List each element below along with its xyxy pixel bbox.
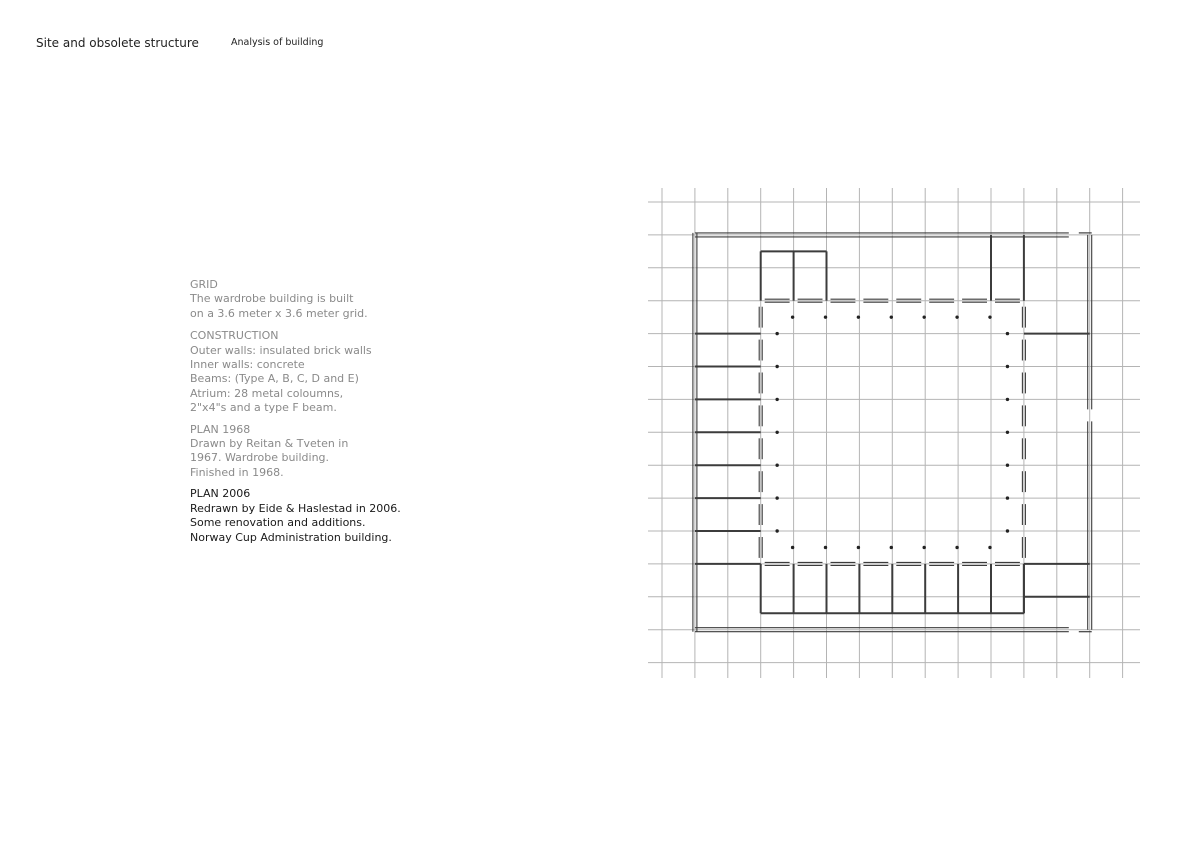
column (775, 529, 778, 532)
column (1006, 365, 1009, 368)
column (923, 315, 926, 318)
note-title: GRID (190, 278, 218, 291)
note-plan-2006 (190, 487, 490, 545)
column (1006, 332, 1009, 335)
note-line: Some renovation and additions. (190, 516, 366, 530)
column (791, 546, 794, 549)
column (791, 315, 794, 318)
note-line: Inner walls: concrete (190, 358, 305, 372)
column (955, 315, 958, 318)
column (775, 496, 778, 499)
column (1006, 398, 1009, 401)
column (988, 546, 991, 549)
note-construction (190, 329, 490, 415)
column (824, 315, 827, 318)
column (923, 546, 926, 549)
column (857, 546, 860, 549)
notes-panel (190, 278, 490, 545)
note-line: The wardrobe building is built (190, 292, 354, 306)
note-line: 1967. Wardrobe building. (190, 451, 330, 465)
column (824, 546, 827, 549)
column (1006, 529, 1009, 532)
note-plan-1968 (190, 423, 490, 481)
note-title: CONSTRUCTION (190, 329, 279, 343)
note-line: on a 3.6 meter x 3.6 meter grid. (190, 306, 368, 320)
page-subtitle: Analysis of building (231, 37, 324, 48)
note-title: PLAN 2006 (190, 487, 251, 501)
column (890, 546, 893, 549)
page-title: Site and obsolete structure (36, 36, 199, 50)
column (1006, 496, 1009, 499)
note-line: 2"x4"s and a type F beam. (190, 401, 337, 415)
column (857, 315, 860, 318)
column (1006, 464, 1009, 467)
note-line: Beams: (Type A, B, C, D and E) (190, 372, 359, 386)
column (775, 431, 778, 434)
note-line: Outer walls: insulated brick walls (190, 343, 372, 357)
column (890, 315, 893, 318)
column (775, 398, 778, 401)
column (955, 546, 958, 549)
note-grid (190, 278, 490, 321)
floor-plan (640, 180, 1150, 690)
note-line: Atrium: 28 metal coloumns, (190, 386, 344, 400)
column (988, 315, 991, 318)
column (775, 332, 778, 335)
note-title: PLAN 1968 (190, 422, 251, 436)
column (1006, 431, 1009, 434)
note-line: Norway Cup Administration building. (190, 530, 392, 544)
note-line: Redrawn by Eide & Haslestad in 2006. (190, 501, 401, 515)
column (775, 365, 778, 368)
note-line: Finished in 1968. (190, 465, 284, 479)
column (775, 464, 778, 467)
note-line: Drawn by Reitan & Tveten in (190, 437, 349, 451)
